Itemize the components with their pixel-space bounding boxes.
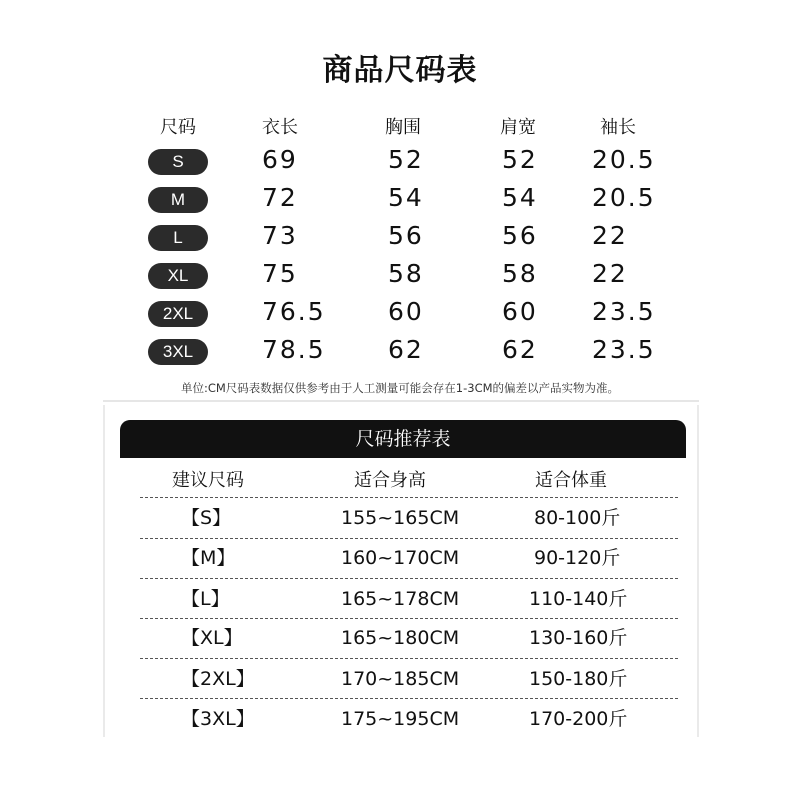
header-length: 衣长 (262, 117, 298, 138)
recommend-row (0, 579, 800, 619)
recommend-height: 175~195CM (341, 708, 460, 730)
recommend-height: 155~165CM (341, 507, 460, 529)
recommend-row (0, 618, 800, 658)
header-chest: 胸围 (385, 117, 421, 138)
size-badge: XL (148, 263, 208, 289)
recommend-height: 160~170CM (341, 547, 460, 569)
header-sleeve: 袖长 (600, 117, 636, 138)
size-badge: S (148, 149, 208, 175)
sleeve-value: 20.5 (592, 183, 656, 212)
header-suggested-size: 建议尺码 (172, 470, 244, 491)
recommend-weight: 170-200斤 (529, 708, 628, 730)
sleeve-value: 23.5 (592, 297, 656, 326)
shoulder-value: 52 (502, 145, 538, 174)
size-badge: L (148, 225, 208, 251)
recommend-row (0, 699, 800, 739)
size-badge: 3XL (148, 339, 208, 365)
length-value: 78.5 (262, 335, 326, 364)
recommend-weight: 150-180斤 (529, 668, 628, 690)
sleeve-value: 20.5 (592, 145, 656, 174)
table-row (0, 335, 800, 373)
recommend-size: 【L】 (181, 588, 230, 610)
shoulder-value: 56 (502, 221, 538, 250)
length-value: 69 (262, 145, 298, 174)
length-value: 73 (262, 221, 298, 250)
chest-value: 54 (388, 183, 424, 212)
recommend-size: 【XL】 (181, 627, 243, 649)
recommend-height: 165~180CM (341, 627, 460, 649)
header-shoulder: 肩宽 (500, 117, 536, 138)
table-row (0, 183, 800, 221)
header-size: 尺码 (160, 117, 196, 138)
recommend-height: 165~178CM (341, 588, 460, 610)
sleeve-value: 22 (592, 221, 628, 250)
table-row (0, 297, 800, 335)
shoulder-value: 58 (502, 259, 538, 288)
chest-value: 62 (388, 335, 424, 364)
length-value: 76.5 (262, 297, 326, 326)
recommend-height: 170~185CM (341, 668, 460, 690)
measurement-note: 单位:CM尺码表数据仅供参考由于人工测量可能会存在1-3CM的偏差以产品实物为准。 (180, 381, 620, 395)
chest-value: 56 (388, 221, 424, 250)
header-weight: 适合体重 (535, 470, 607, 491)
recommend-size: 【3XL】 (181, 708, 255, 730)
size-badge: 2XL (148, 301, 208, 327)
section-divider (103, 400, 699, 402)
recommend-weight: 90-120斤 (534, 547, 621, 569)
page-title: 商品尺码表 (322, 53, 478, 88)
recommend-size: 【M】 (181, 547, 236, 569)
sleeve-value: 22 (592, 259, 628, 288)
chest-value: 58 (388, 259, 424, 288)
shoulder-value: 54 (502, 183, 538, 212)
recommend-weight: 130-160斤 (529, 627, 628, 649)
shoulder-value: 62 (502, 335, 538, 364)
sleeve-value: 23.5 (592, 335, 656, 364)
recommend-size: 【S】 (181, 507, 232, 529)
length-value: 72 (262, 183, 298, 212)
table-row (0, 145, 800, 183)
table-row (0, 221, 800, 259)
recommend-size: 【2XL】 (181, 668, 255, 690)
shoulder-value: 60 (502, 297, 538, 326)
length-value: 75 (262, 259, 298, 288)
recommend-row (0, 498, 800, 538)
size-badge: M (148, 187, 208, 213)
recommend-row (0, 659, 800, 699)
header-height: 适合身高 (354, 470, 426, 491)
recommend-title: 尺码推荐表 (120, 420, 686, 458)
table-row (0, 259, 800, 297)
recommend-weight: 80-100斤 (534, 507, 621, 529)
recommend-weight: 110-140斤 (529, 588, 628, 610)
chest-value: 60 (388, 297, 424, 326)
recommend-row (0, 538, 800, 578)
chest-value: 52 (388, 145, 424, 174)
